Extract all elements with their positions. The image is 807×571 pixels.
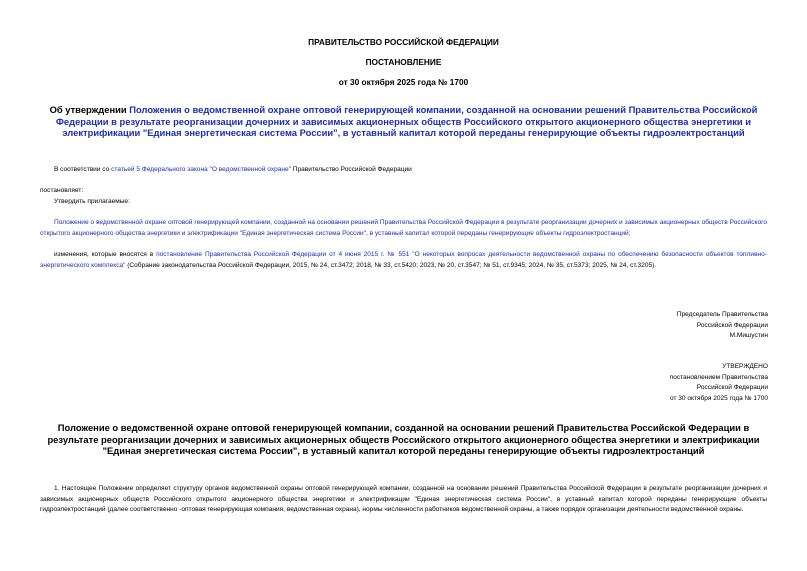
approved-item-regulation xyxy=(40,218,767,239)
approval-country: Российской Федерации xyxy=(696,384,768,392)
approve-text: Утвердить прилагаемые: xyxy=(54,198,130,205)
approval-stamp xyxy=(568,362,768,405)
basis-suffix: Правительство Российской Федерации xyxy=(290,166,412,173)
basis-prefix: В соответствии со xyxy=(54,166,112,173)
document-type: ПОСТАНОВЛЕНИЕ xyxy=(365,57,442,67)
signature-country: Российской Федерации xyxy=(696,321,768,329)
federal-law-article-link[interactable]: статьей 5 Федерального закона "О ведомственной охране" xyxy=(111,166,291,173)
signature-name: М.Мишустин xyxy=(729,332,768,340)
resolution-551-link[interactable]: постановление Правительства Российской Федерации от 4 июня 2015 г. № 551 "О некоторых вопросах деятельности ведомственной охраны по обеспечению безопасности объектов топливно-энергетического комплекса" xyxy=(40,251,767,269)
regulation-link[interactable]: Положение о ведомственной охране оптовой генерирующей компании, созданной на основании решений Правительства Российской Федерации в результате реорганизации дочерних и зависимых акционерных обществ Российского открытого акционерного общества энергетики и электрификации "Единая энергетическая система России", в уставный капитал которой переданы генерирующие объекты гидроэлектростанций; xyxy=(40,219,767,237)
government-heading: ПРАВИТЕЛЬСТВО РОССИЙСКОЙ ФЕДЕРАЦИИ xyxy=(308,37,499,47)
decides-text: постановляет: xyxy=(40,187,84,194)
regulation-heading: Положение о ведомственной охране оптовой генерирующей компании, созданной на основании решений Правительства Российской Федерации в результате реорганизации дочерних и зависимых акционерных обществ Российского открытого акционерного общества энергетики и электрификации "Единая энергетическая система России", в уставный капитал которой переданы генерирующие объекты гидроэлектростанций xyxy=(47,422,760,457)
legal-basis-paragraph xyxy=(54,165,767,176)
regulation-paragraph-1: 1. Настоящее Положение определяет структуру органов ведомственной охраны оптовой генерирующей компании, созданной на основании решений Правительства Российской Федерации в результате реорганизации дочерних и зависимых акционерных обществ Российского открытого акционерного общества энергетики и электрификации "Единая энергетическая система России", в уставный капитал которой переданы генерирующие объекты гидроэлектростанций (далее соответственно -оптовая генерирующая компания, ведомственная охрана), нормы численности работников ведомственной охраны, а также порядок организации деятельности ведомственной охраны. xyxy=(40,485,767,514)
approval-by: постановлением Правительства xyxy=(669,373,768,381)
signature-position: Председатель Правительства xyxy=(676,311,768,318)
title-prefix: Об утверждении xyxy=(49,104,130,115)
amendments-suffix: (Собрание законодательства Российской Федерации, 2015, № 24, ст.3472; 2018, № 33, ст.5420; 2023, № 20, ст.3547; № 51, ст.9345; 2024, № 35, ст.5373; 2025, № 24, ст.3205). xyxy=(125,261,657,269)
approval-heading: УТВЕРЖДЕНО xyxy=(722,363,768,370)
approved-item-amendments xyxy=(40,250,767,271)
amendments-prefix: изменения, которые вносятся в xyxy=(54,251,157,258)
regulation-title-link[interactable]: Положения о ведомственной охране оптовой генерирующей компании, созданной на основании решений Правительства Российской Федерации в результате реорганизации дочерних и зависимых акционерных обществ Российского открытого акционерного общества энергетики и электрификации "Единая энергетическая система России", в уставный капитал которой переданы генерирующие объекты гидроэлектростанций xyxy=(55,104,758,139)
signature-block xyxy=(568,310,768,342)
approval-date: от 30 октября 2025 года № 1700 xyxy=(669,395,768,403)
document-date-number: от 30 октября 2025 года № 1700 xyxy=(338,77,469,87)
resolution-title xyxy=(40,104,767,139)
